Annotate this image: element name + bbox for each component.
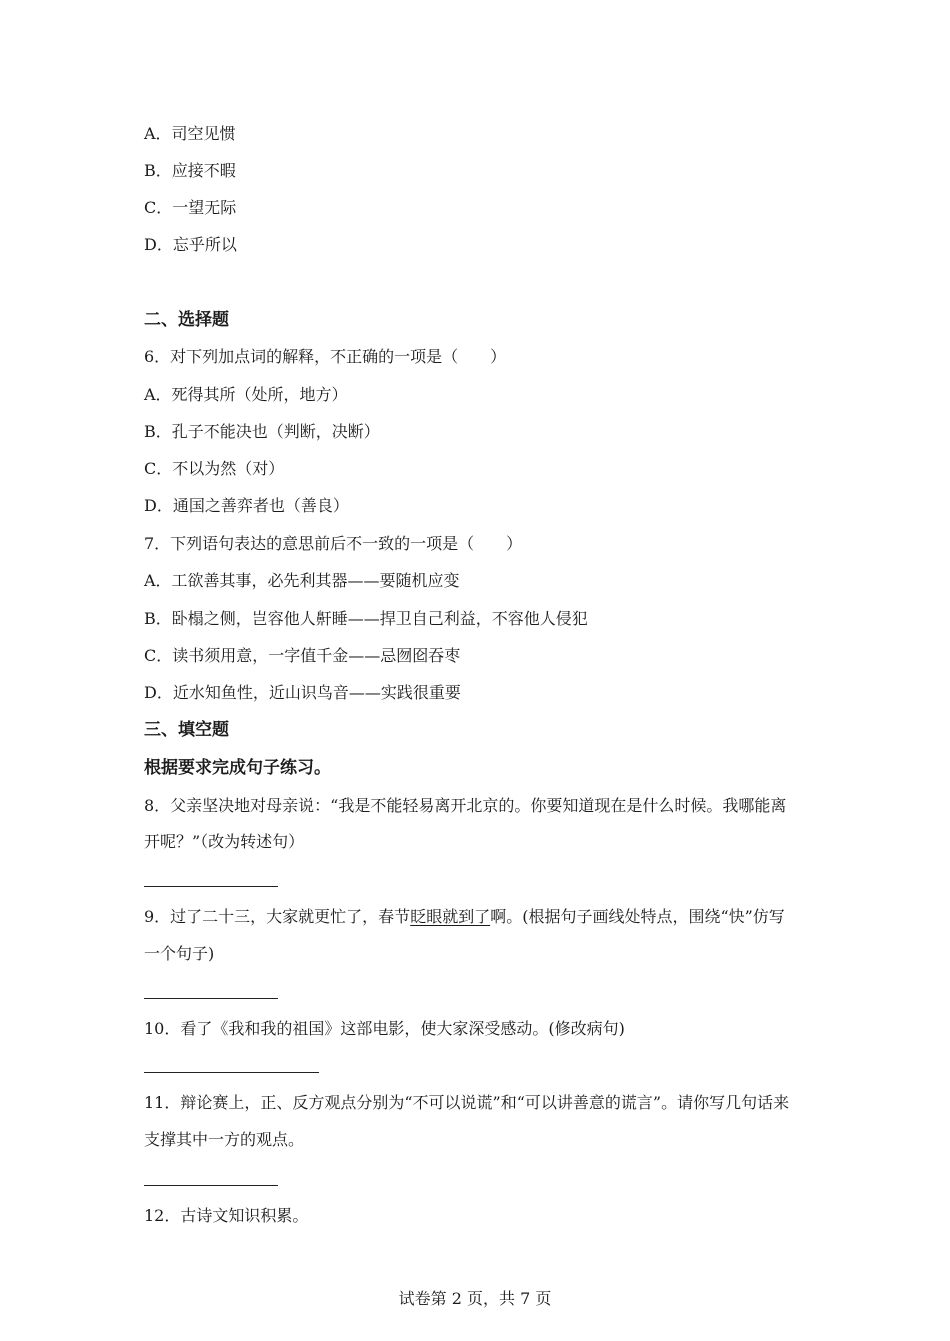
section-heading-choice: 二、选择题 <box>144 310 229 330</box>
option-c: C．一望无际 <box>144 198 237 217</box>
section-instruction: 根据要求完成句子练习。 <box>144 758 331 778</box>
question-9-underlined-phrase: 眨眼就到了 <box>410 907 491 926</box>
question-11-line-2: 支撑其中一方的观点。 <box>144 1130 305 1149</box>
question-9-answer-line <box>144 998 278 999</box>
section-heading-fill: 三、填空题 <box>144 720 229 740</box>
option-a: A．司空见惯 <box>144 124 236 143</box>
question-7-option-d: D．近水知鱼性，近山识鸟音——实践很重要 <box>144 683 461 702</box>
question-9-line-1 <box>144 906 785 928</box>
question-9-suffix: 啊。(根据句子画线处特点，围绕“快”仿写 <box>490 907 785 926</box>
question-6-option-d: D．通国之善弈者也（善良） <box>144 496 349 515</box>
question-9-line-2: 一个句子) <box>144 944 215 963</box>
question-8-answer-line <box>144 886 278 887</box>
question-8-line-1: 8．父亲坚决地对母亲说：“我是不能轻易离开北京的。你要知道现在是什么时候。我哪能离 <box>144 796 787 815</box>
question-11-line-1: 11．辩论赛上，正、反方观点分别为“不可以说谎”和“可以讲善意的谎言”。请你写几句话来 <box>144 1093 790 1112</box>
question-6-option-b: B．孔子不能决也（判断，决断） <box>144 422 380 441</box>
page-footer: 试卷第 2 页，共 7 页 <box>398 1289 552 1308</box>
option-b: B．应接不暇 <box>144 161 236 180</box>
question-11-answer-line <box>144 1185 278 1186</box>
question-8-line-2: 开呢？”（改为转述句） <box>144 832 305 851</box>
option-d: D．忘乎所以 <box>144 235 237 254</box>
question-10-text: 10．看了《我和我的祖国》这部电影，使大家深受感动。(修改病句) <box>144 1019 625 1038</box>
question-10-answer-line <box>144 1072 319 1073</box>
question-7-option-a: A．工欲善其事，必先利其器——要随机应变 <box>144 571 460 590</box>
question-9-prefix: 9．过了二十三，大家就更忙了，春节 <box>144 907 411 926</box>
question-6-stem: 6．对下列加点词的解释，不正确的一项是（ ） <box>144 347 507 366</box>
question-7-option-c: C．读书须用意，一字值千金——忌囫囵吞枣 <box>144 646 461 665</box>
question-6-option-c: C．不以为然（对） <box>144 459 285 478</box>
question-7-stem: 7．下列语句表达的意思前后不一致的一项是（ ） <box>144 534 523 553</box>
question-12-text: 12．古诗文知识积累。 <box>144 1206 309 1225</box>
question-6-option-a: A．死得其所（处所，地方） <box>144 385 348 404</box>
question-7-option-b: B．卧榻之侧，岂容他人鼾睡——捍卫自己利益，不容他人侵犯 <box>144 609 588 628</box>
